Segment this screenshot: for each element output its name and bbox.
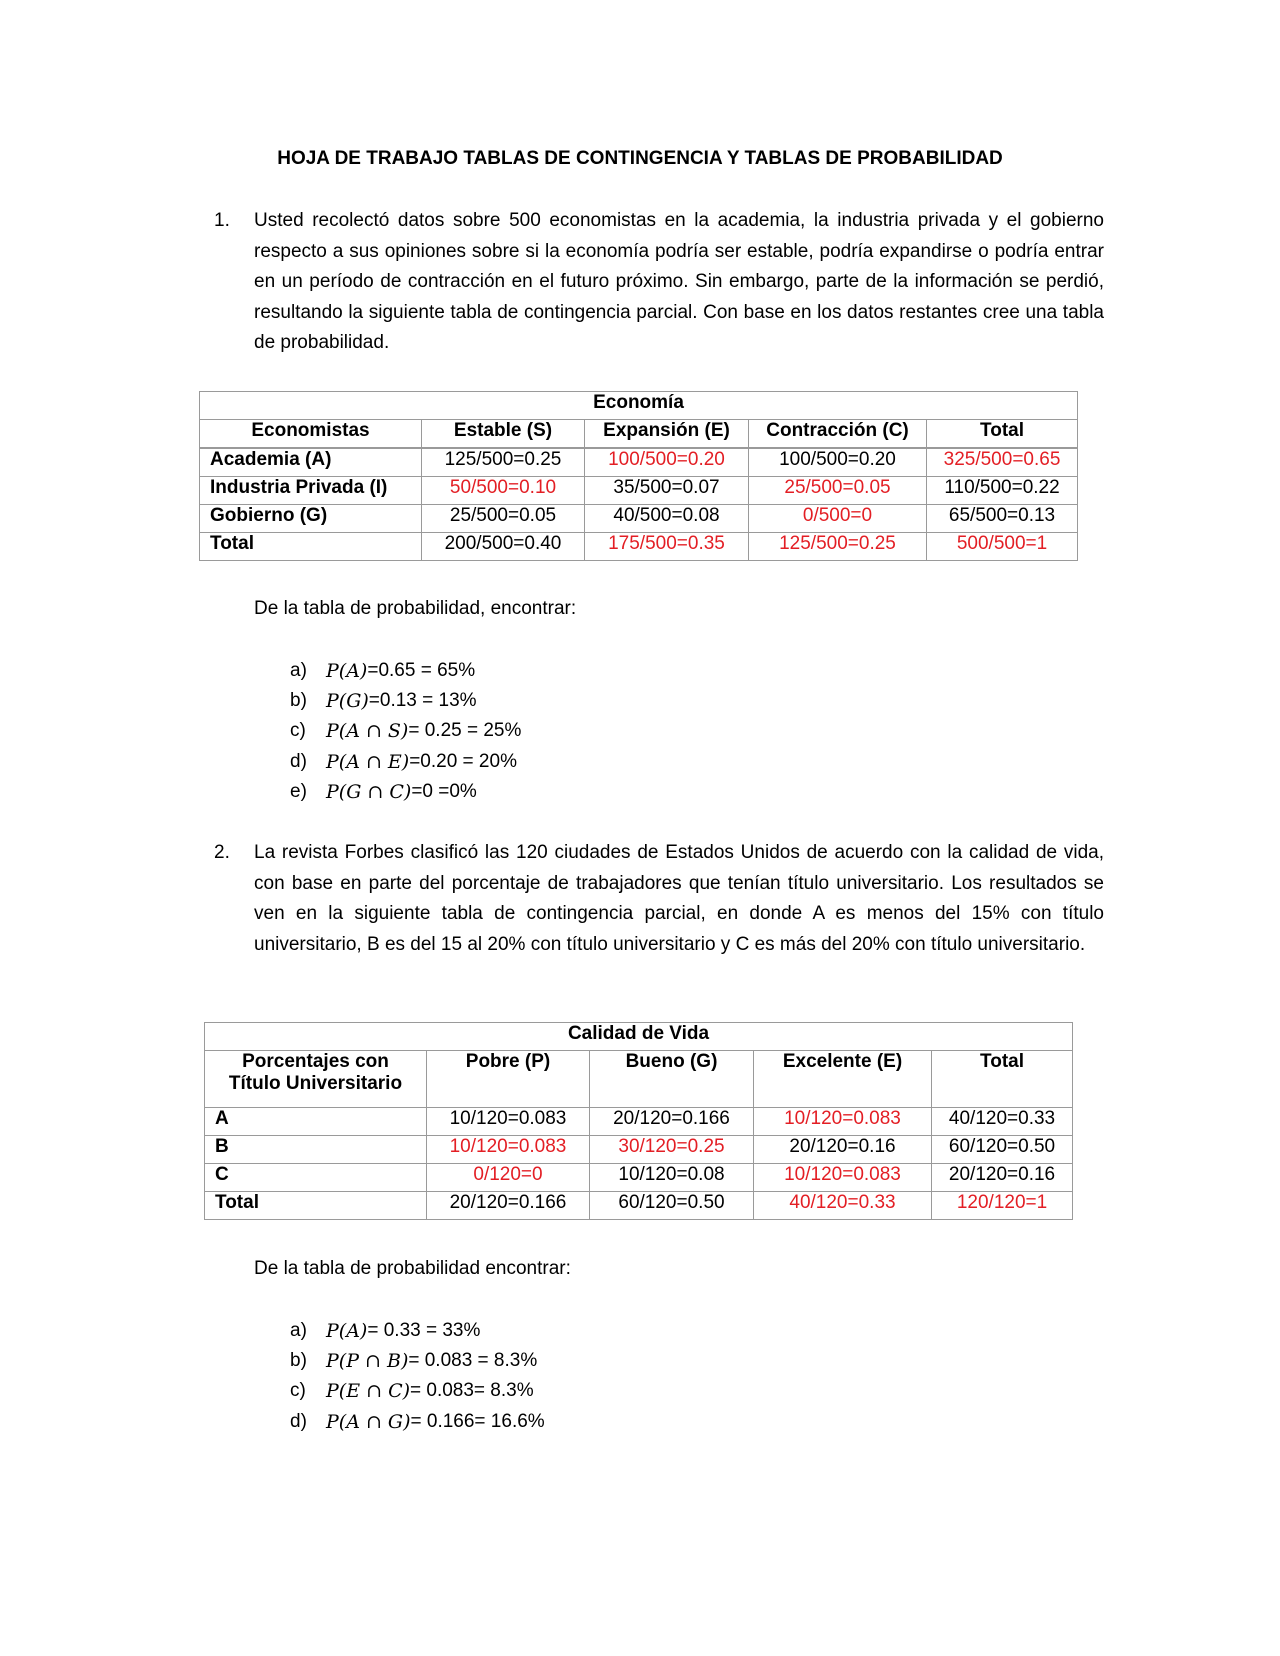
answer-item [290,777,521,807]
table-cell: 25/500=0.05 [422,505,585,533]
table-cell: 120/120=1 [932,1192,1073,1220]
answer-result: =0.13 = 13% [368,690,477,712]
row-header: Total [205,1192,427,1220]
column-header: Contracción (C) [749,420,927,449]
table-cell: 10/120=0.083 [427,1136,590,1164]
table-cell: 20/120=0.166 [590,1108,754,1136]
answer-result: =0.65 = 65% [367,660,476,681]
table-cell: 10/120=0.083 [754,1164,932,1192]
answer-item [290,1316,545,1346]
answer-result: =0 =0% [411,780,477,802]
table-cell: 125/500=0.25 [749,533,927,561]
table-row [205,1164,1073,1192]
answer-item [290,747,521,777]
answer-item [290,1407,545,1437]
answer-label: e) [290,780,307,802]
table-row [200,448,1078,477]
table-row [200,505,1078,533]
question-2-prompt: De la tabla de probabilidad encontrar: [254,1258,571,1279]
question-2-answers [290,1316,545,1437]
page-title: HOJA DE TRABAJO TABLAS DE CONTINGENCIA Y TABLAS DE PROBABILIDAD [277,148,1003,169]
table-cell: 500/500=1 [927,533,1078,561]
answer-label: a) [290,1320,307,1341]
table-cell: 20/120=0.16 [932,1164,1073,1192]
answer-result: = 0.25 = 25% [408,720,522,742]
answer-result: =0.20 = 20% [409,750,517,772]
table-cell: 175/500=0.35 [585,533,749,561]
column-header [205,1051,427,1108]
table-cell: 60/120=0.50 [932,1136,1073,1164]
answer-expression: P(E ∩ C) [326,1380,411,1403]
contingency-table-economistas [199,391,1078,561]
table-cell: 0/120=0 [427,1164,590,1192]
row-header: Industria Privada (I) [200,477,422,505]
table-group-header: Calidad de Vida [205,1023,1073,1051]
table-cell: 0/500=0 [749,505,927,533]
answer-item [290,686,521,716]
table-cell: 40/120=0.33 [754,1192,932,1220]
answer-result: = 0.083= 8.3% [410,1380,534,1402]
table-cell: 30/120=0.25 [590,1136,754,1164]
question-text: Usted recolectó datos sobre 500 economistas en la academia, la industria privada y el gobierno respecto a sus opiniones sobre si la economía podría ser estable, podría expandirse o podría entrar en un período de contracción en el futuro próximo. Sin embargo, parte de la información se perdió, resultando la siguiente tabla de contingencia parcial. Con base en los datos restantes cree una tabla de probabilidad. [254,210,1104,353]
row-header: A [205,1108,427,1136]
column-header: Estable (S) [422,420,585,449]
table-row [205,1136,1073,1164]
table-header-row [205,1051,1073,1108]
answer-result: = 0.166= 16.6% [410,1410,545,1432]
column-header: Pobre (P) [427,1051,590,1108]
column-header: Bueno (G) [590,1051,754,1108]
table-row [205,1192,1073,1220]
answer-expression: P(G) [326,690,369,713]
table-cell: 325/500=0.65 [927,448,1078,477]
table-row [200,477,1078,505]
table-cell: 65/500=0.13 [927,505,1078,533]
answer-expression: P(A ∩ S) [326,720,409,743]
column-header: Economistas [200,420,422,449]
answer-label: c) [290,720,306,742]
table-cell: 10/120=0.083 [427,1108,590,1136]
table-cell: 10/120=0.08 [590,1164,754,1192]
answer-item [290,716,521,746]
table-cell: 200/500=0.40 [422,533,585,561]
answer-label: a) [290,660,307,681]
question-text: La revista Forbes clasificó las 120 ciudades de Estados Unidos de acuerdo con la calidad de vida, con base en parte del porcentaje de trabajadores que tenían título universitario. Los resultados se ven en la siguiente tabla de contingencia parcial, en donde A es menos del 15% con título universitario, B es del 15 al 20% con título universitario y C es más del 20% con título universitario. [254,842,1104,955]
answer-result: = 0.083 = 8.3% [408,1350,538,1372]
row-header: Academia (A) [200,448,422,477]
column-header: Excelente (E) [754,1051,932,1108]
table-cell: 40/500=0.08 [585,505,749,533]
column-header: Total [927,420,1078,449]
row-header: Gobierno (G) [200,505,422,533]
row-header: C [205,1164,427,1192]
table-cell: 60/120=0.50 [590,1192,754,1220]
table-cell: 110/500=0.22 [927,477,1078,505]
answer-label: b) [290,1350,307,1372]
answer-label: c) [290,1380,306,1402]
table-cell: 100/500=0.20 [585,448,749,477]
contingency-table-calidad-de-vida [204,1022,1073,1220]
column-header: Expansión (E) [585,420,749,449]
column-header: Total [932,1051,1073,1108]
answer-label: b) [290,690,307,712]
answer-expression: P(P ∩ B) [326,1350,409,1373]
table-row [200,533,1078,561]
answer-label: d) [290,1410,307,1432]
column-header-line: Título Universitario [228,1073,403,1094]
row-header: B [205,1136,427,1164]
answer-expression: P(A) [326,1320,368,1342]
table-cell: 10/120=0.083 [754,1108,932,1136]
question-number: 1. [214,210,230,231]
answer-item [290,656,521,686]
question-1-answers [290,656,521,807]
answer-result: = 0.33 = 33% [367,1320,481,1341]
table-header-row [200,420,1078,449]
question-1 [214,206,1104,359]
question-number: 2. [214,842,230,863]
column-header-line: Porcentajes con [242,1051,389,1072]
table-row [205,1108,1073,1136]
table-cell: 125/500=0.25 [422,448,585,477]
table-cell: 100/500=0.20 [749,448,927,477]
answer-expression: P(A) [326,660,368,682]
table-group-header: Economía [200,392,1078,420]
question-1-prompt: De la tabla de probabilidad, encontrar: [254,598,577,619]
question-2 [214,838,1104,960]
answer-item [290,1376,545,1406]
table-cell: 20/120=0.16 [754,1136,932,1164]
table-cell: 40/120=0.33 [932,1108,1073,1136]
answer-item [290,1346,545,1376]
table-cell: 20/120=0.166 [427,1192,590,1220]
answer-expression: P(A ∩ G) [326,1410,411,1433]
table-cell: 25/500=0.05 [749,477,927,505]
answer-label: d) [290,750,307,772]
answer-expression: P(G ∩ C) [326,780,412,803]
answer-expression: P(A ∩ E) [326,750,410,773]
table-cell: 50/500=0.10 [422,477,585,505]
row-header: Total [200,533,422,561]
table-cell: 35/500=0.07 [585,477,749,505]
